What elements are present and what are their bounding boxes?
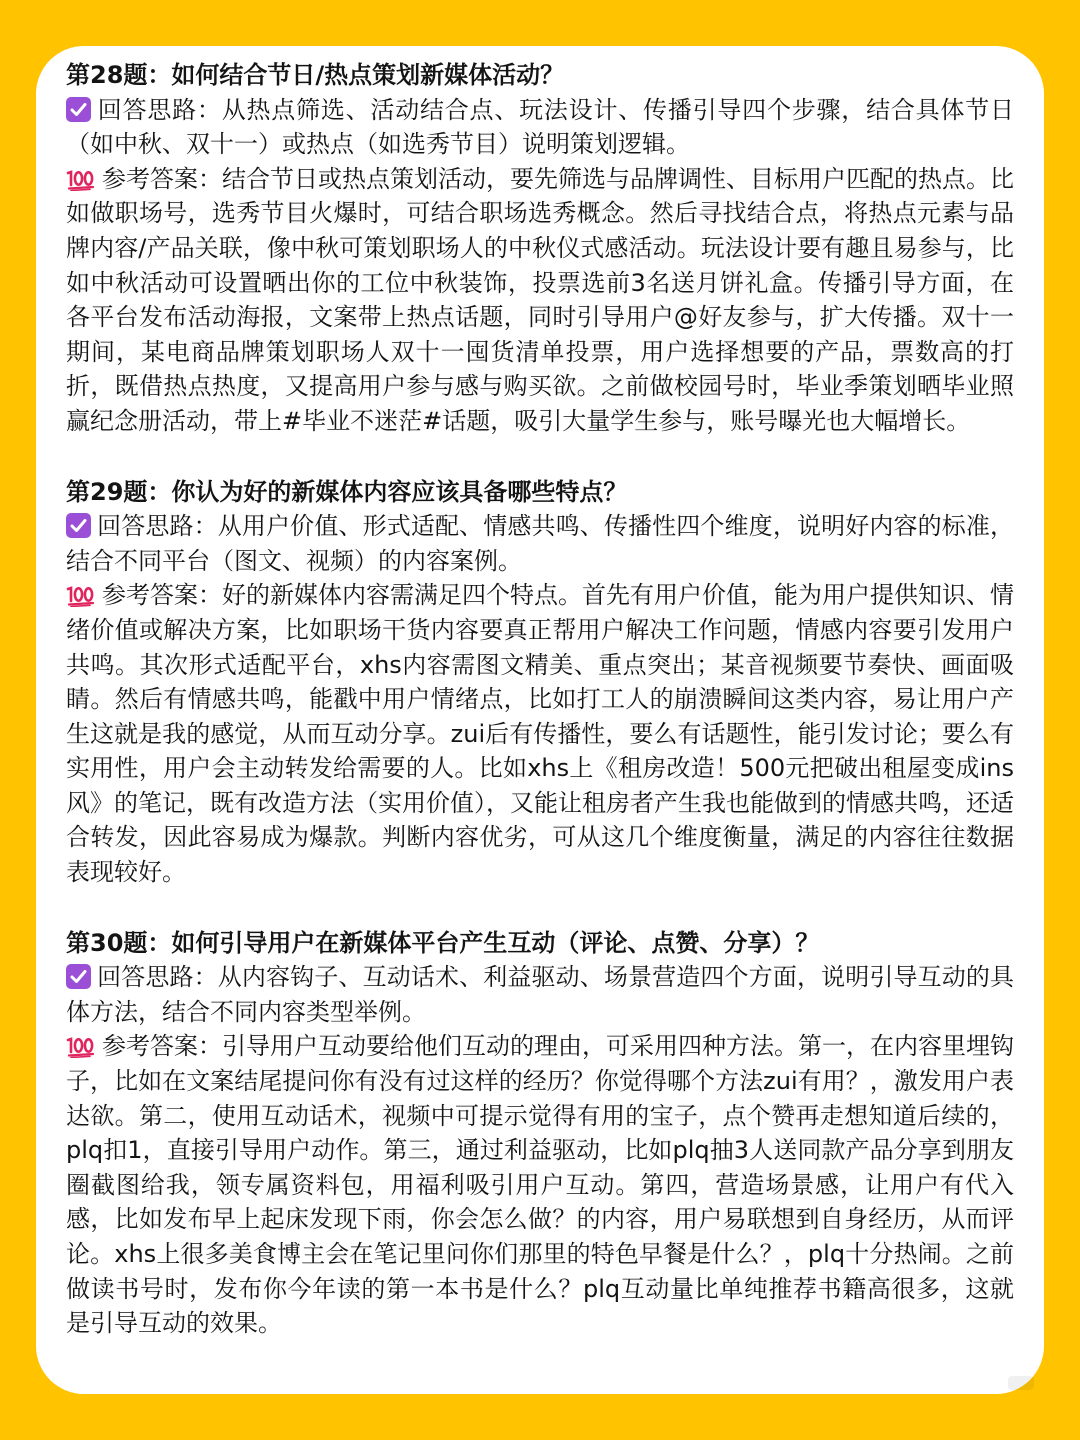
question-block-29 xyxy=(66,475,1014,890)
answer-text: 参考答案：结合节日或热点策划活动，要先筛选与品牌调性、目标用户匹配的热点。比如做职场号，选秀节目火爆时，可结合职场选秀概念。然后寻找结合点，将热点元素与品牌内容/产品关联，像中秋可策划职场人的中秋仪式感活动。玩法设计要有趣且易参与，比如中秋活动可设置晒出你的工位中秋装饰，投票选前3名送月饼礼盒。传播引导方面，在各平台发布活动海报，文案带上热点话题，同时引导用户@好友参与，扩大传播。双十一期间，某电商品牌策划职场人双十一囤货清单投票，用户选择想要的产品，票数高的打折，既借热点热度，又提高用户参与感与购买欲。之前做校园号时，毕业季策划晒毕业照赢纪念册活动，带上#毕业不迷茫#话题，吸引大量学生参与，账号曝光也大幅增长。 xyxy=(66,164,1014,435)
answer-paragraph xyxy=(66,162,1014,439)
approach-text: 回答思路：从用户价值、形式适配、情感共鸣、传播性四个维度，说明好内容的标准，结合不同平台（图文、视频）的内容案例。 xyxy=(66,512,1014,575)
check-mark-button-icon xyxy=(66,964,91,989)
answer-paragraph xyxy=(66,578,1014,889)
answer-paragraph xyxy=(66,1029,1014,1340)
content-card xyxy=(36,46,1044,1394)
question-title: 第28题：如何结合节日/热点策划新媒体活动？ xyxy=(66,61,565,89)
answer-text: 参考答案：引导用户互动要给他们互动的理由，可采用四种方法。第一，在内容里埋钩子，比如在文案结尾提问你有没有过这样的经历？你觉得哪个方法zui有用？，激发用户表达欲。第二，使用互动话术，视频中可提示觉得有用的宝子，点个赞再走想知道后续的，plq扣1，直接引导用户动作。第三，通过利益驱动，比如plq抽3人送同款产品分享到朋友圈截图给我，领专属资料包，用福利吸引用户互动。第四，营造场景感，让用户有代入感，比如发布早上起床发现下雨，你会怎么做？的内容，用户易联想到自身经历，从而评论。xhs上很多美食博主会在笔记里问你们那里的特色早餐是什么？，plq十分热闹。之前做读书号时，发布你今年读的第一本书是什么？plq互动量比单纯推荐书籍高很多，这就是引导互动的效果。 xyxy=(66,1032,1014,1338)
approach-text: 回答思路：从热点筛选、活动结合点、玩法设计、传播引导四个步骤，结合具体节日（如中秋、双十一）或热点（如选秀节目）说明策划逻辑。 xyxy=(66,95,1014,159)
question-title: 第30题：如何引导用户在新媒体平台产生互动（评论、点赞、分享）？ xyxy=(66,928,820,957)
hundred-points-icon xyxy=(66,1033,96,1055)
hundred-points-icon xyxy=(66,582,96,604)
question-block-28 xyxy=(66,58,1014,439)
approach-text: 回答思路：从内容钩子、互动话术、利益驱动、场景营造四个方面，说明引导互动的具体方法，结合不同内容类型举例。 xyxy=(66,963,1014,1026)
approach-paragraph xyxy=(66,93,1014,162)
hundred-points-icon xyxy=(66,166,96,188)
approach-paragraph xyxy=(66,509,1014,578)
approach-paragraph xyxy=(66,960,1014,1029)
watermark-mark xyxy=(1008,1376,1034,1390)
question-block-30 xyxy=(66,926,1014,1341)
check-mark-button-icon xyxy=(66,513,91,538)
check-mark-button-icon xyxy=(66,97,91,122)
answer-text: 参考答案：好的新媒体内容需满足四个特点。首先有用户价值，能为用户提供知识、情绪价值或解决方案，比如职场干货内容要真正帮用户解决工作问题，情感内容要引发用户共鸣。其次形式适配平台，xhs内容需图文精美、重点突出；某音视频要节奏快、画面吸睛。然后有情感共鸣，能戳中用户情绪点，比如打工人的崩溃瞬间这类内容，易让用户产生这就是我的感觉，从而互动分享。zui后有传播性，要么有话题性，能引发讨论；要么有实用性，用户会主动转发给需要的人。比如xhs上《租房改造！500元把破出租屋变成ins风》的笔记，既有改造方法（实用价值），又能让租房者产生我也能做到的情感共鸣，还适合转发，因此容易成为爆款。判断内容优劣，可从这几个维度衡量，满足的内容往往数据表现较好。 xyxy=(66,581,1014,887)
question-title: 第29题：你认为好的新媒体内容应该具备哪些特点？ xyxy=(66,477,628,506)
